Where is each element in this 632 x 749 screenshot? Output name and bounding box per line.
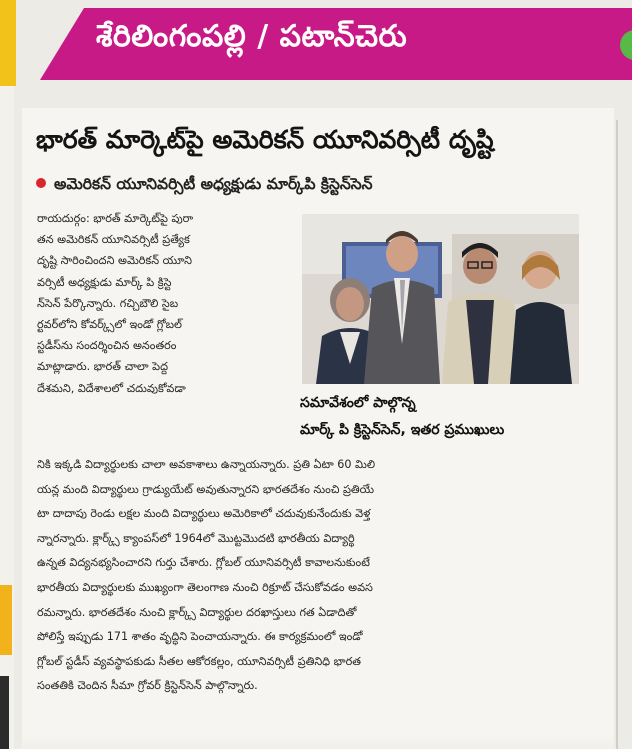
body-line: రాయదుర్గం: భారత్ మార్కెట్‌పై పురా [37,212,194,225]
adjacent-column-accent-lower [0,585,12,655]
article-body-narrow [37,208,294,399]
body-line: దృష్టి సారించిందని అమెరికన్ యూని [37,254,193,268]
photo-caption [300,390,590,444]
photo-caption-line: మార్క్ పి క్రిస్టెన్‌సెన్, ఇతర ప్రముఖులు [300,422,505,438]
body-line: న్‌సెన్ పేర్కొన్నారు. గచ్చిబౌలి సైబ [37,296,179,310]
body-line: యన్ల మంది విద్యార్థులు గ్రాడ్యుయేట్ అవుతున్నారని భారతదేశం నుంచి ప్రతియే [37,482,375,496]
body-line: నికి ఇక్కడి విద్యార్థులకు చాలా అవకాశాలు ఉన్నాయన్నారు. ప్రతి ఏటా 60 మిలి [37,458,376,471]
article-photo [302,214,579,384]
body-line: ఉన్నత విద్యనభ్యసించారని గుర్తు చేశారు. గ్లోబల్ యూనివర్సిటీ కావాలనుకుంటే [37,556,370,570]
article-subhead [36,172,596,196]
photo-caption-line: సమావేశంలో పాల్గొన్న [300,395,416,411]
body-line: సంతతికి చెందిన సీమా గ్రోవర్ క్రిస్టెన్‌సెన్ పాల్గొన్నారు. [37,679,258,693]
bullet-icon [36,178,46,188]
body-line: న్నారన్నారు. క్లార్క్స్ క్యాంపస్‌లో 1964లో మొట్టమొదటి భారతీయ విద్యార్థి [37,531,355,545]
group-photo-image [302,214,579,384]
body-line: పోలిస్తే ఇప్పుడు 171 శాతం వృద్ధిని పెంచాయన్నారు. ఈ కార్యక్రమంలో ఇండో [37,630,363,644]
body-line: దేశమని, విదేశాలలో చదువుకోవడా [37,381,186,395]
article-body-wide [37,453,602,699]
article-subhead-text: అమెరికన్ యూనివర్సిటీ అధ్యక్షుడు మార్క్‌పి క్రిస్టెన్‌సెన్ [54,175,373,193]
adjacent-column-accent [0,0,16,86]
body-line: తన అమెరికన్ యూనివర్సిటీ ప్రత్యేక [37,233,190,247]
body-line: గ్లోబల్ స్టడీస్ వ్యవస్థాపకుడు సీతల ఆకోరకల్లం, యూనివర్సిటీ ప్రతినిధి భారత [37,654,361,668]
adjacent-column-dark-block [0,676,9,749]
section-title: శేరిలింగంపల్లి / పటాన్‌చెరు [96,19,408,54]
page-bottom-fade [22,735,614,749]
body-line: మాట్లాడారు. భారత్ చాలా పెద్ద [37,360,169,374]
body-line: టా దాదాపు రెండు లక్షల మంది విద్యార్థులు అమెరికాలో చదువుకునేందుకు వెళ్త [37,507,371,521]
body-line: స్టడీస్‌ను సందర్శించిన అనంతరం [37,339,177,353]
body-line: రమన్నారు. భారతదేశం నుంచి క్లార్క్స్ విద్యార్థుల దరఖాస్తులు గత ఏడాదితో [37,605,357,619]
body-line: భారతీయ విద్యార్థులకు ముఖ్యంగా తెలంగాణ నుంచి రిక్రూట్ చేసుకోవడం అవస [37,580,373,594]
column-divider [616,120,618,749]
article-headline: భారత్ మార్కెట్‌పై అమెరికన్ యూనివర్సిటీ దృష్టి [36,125,494,154]
body-line: వర్సిటీ అధ్యక్షుడు మార్క్ పి క్రిస్టె [37,275,172,289]
body-line: ర్టవర్‌లోని కోవర్క్స్‌లో ఇండో గ్లోబల్ [37,318,182,332]
